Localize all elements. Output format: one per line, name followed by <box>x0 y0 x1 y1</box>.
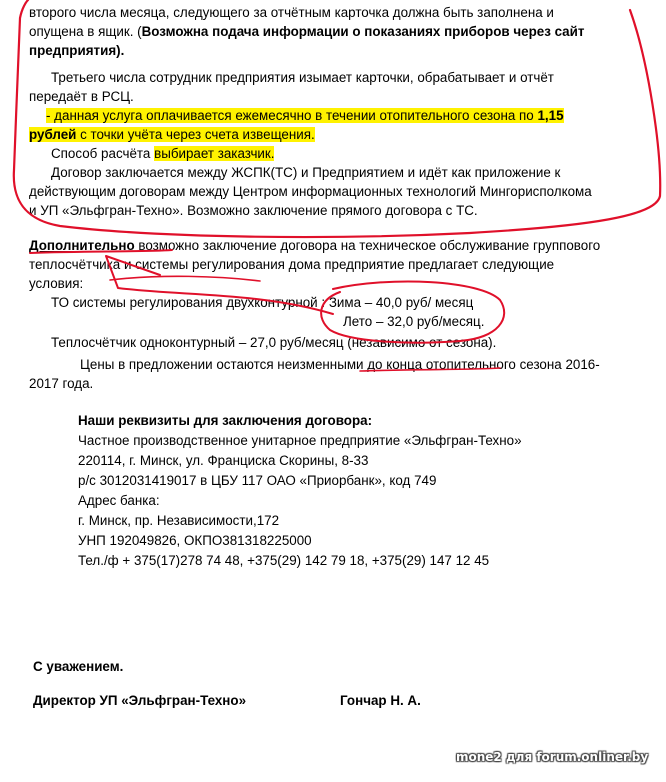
bold-text: Возможна подача информации о показаниях приборов через сайт <box>141 24 585 39</box>
text-line: Теплосчётчик одноконтурный – 27,0 руб/месяц (независимо от сезона). <box>51 335 497 350</box>
signature-position: Директор УП «Эльфгран-Техно» <box>33 693 247 708</box>
text-line: действующим договорам между Центром информационных технологий Мингорисполкома <box>29 184 592 199</box>
highlighted-line <box>29 125 315 144</box>
text-line: Третьего числа сотрудник предприятия изымает карточки, обрабатывает и отчёт <box>51 70 554 85</box>
requisites-line: 220114, г. Минск, ул. Франциска Скорины, 8-33 <box>78 453 369 468</box>
signature-regards: С уважением. <box>33 659 124 674</box>
text-line: Цены в предложении остаются неизменными до конца отопительного сезона 2016- <box>80 357 600 372</box>
highlighted-text: с точки учёта через счета извещения. <box>76 127 315 142</box>
text-line: 2017 года. <box>29 376 94 391</box>
text-line <box>51 293 473 312</box>
highlighted-text: выбирает заказчик. <box>154 146 275 161</box>
text-line: второго числа месяца, следующего за отчётным карточка должна быть заполнена и <box>29 5 554 20</box>
watermark: mone2 для forum.onliner.by <box>456 750 649 764</box>
requisites-line: Частное производственное унитарное предприятие «Эльфгран-Техно» <box>78 433 522 448</box>
highlighted-text: - данная услуга оплачивается ежемесячно в течении отопительного сезона по <box>46 108 538 123</box>
text-line: теплосчётчика и системы регулирования дома предприятие предлагает следующие <box>29 257 555 272</box>
text-span: ТО системы регулирования двухконтурной : <box>51 295 329 310</box>
price-winter: Зима – 40,0 руб/ месяц <box>328 295 474 310</box>
text-line: Договор заключается между ЖСПК(ТС) и Предприятием и идёт как приложение к <box>51 165 561 180</box>
price-summer: Лето – 32,0 руб/месяц. <box>343 314 485 329</box>
bold-text: Дополнительно <box>29 238 135 253</box>
requisites-line: р/с 3012031419017 в ЦБУ 117 ОАО «Приорбанк», код 749 <box>78 473 437 488</box>
requisites-line: Тел./ф + 375(17)278 74 48, +375(29) 142 79 18, +375(29) 147 12 45 <box>78 553 490 568</box>
requisites-title: Наши реквизиты для заключения договора: <box>78 413 373 428</box>
requisites-line: УНП 192049826, ОКПО381318225000 <box>78 533 312 548</box>
strike-stroke <box>110 276 260 281</box>
text-line <box>29 236 600 255</box>
requisites-line: г. Минск, пр. Независимости,172 <box>78 513 280 528</box>
text-line: передаёт в РСЦ. <box>29 89 134 104</box>
price-value: 1,15 <box>537 108 564 123</box>
highlighted-line <box>46 106 564 125</box>
text-span: опущена в ящик. ( <box>29 24 142 39</box>
text-line <box>51 144 274 163</box>
text-line: и УП «Эльфгран-Техно». Возможно заключение прямого договора с ТС. <box>29 203 478 218</box>
price-unit: рублей <box>29 127 77 142</box>
requisites-line: Адрес банка: <box>78 493 160 508</box>
text-line <box>29 22 584 41</box>
text-span: возможно заключение договора на техническое обслуживание группового <box>134 238 601 253</box>
text-line: предприятия). <box>29 43 125 58</box>
text-line: условия: <box>29 276 84 291</box>
signature-name: Гончар Н. А. <box>340 693 421 708</box>
text-span: Способ расчёта <box>51 146 155 161</box>
